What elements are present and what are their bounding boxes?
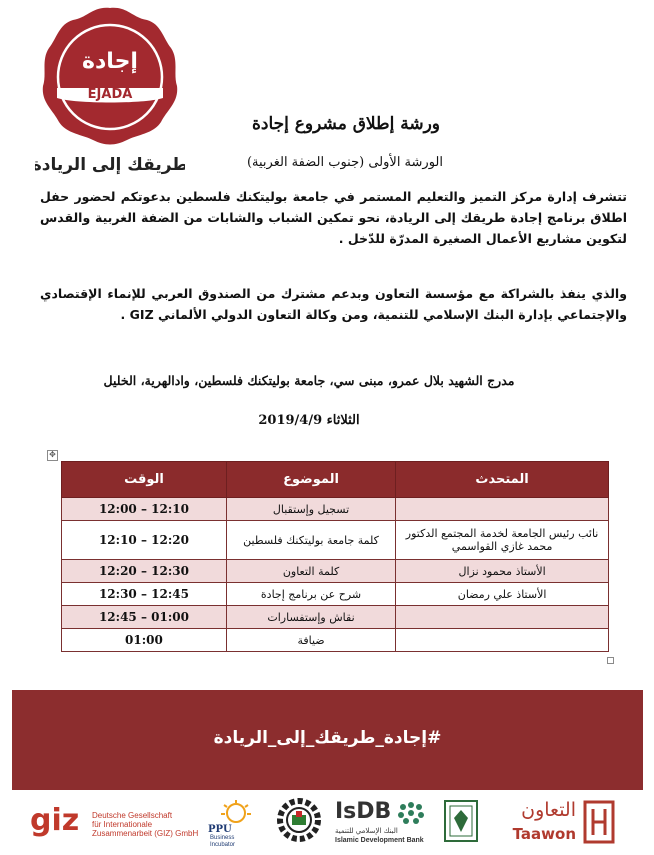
- cell-speaker: [396, 629, 609, 652]
- gear-logo-icon: [276, 797, 322, 843]
- logo-name-ar: إجادة: [82, 49, 138, 74]
- cell-speaker: الأستاذ علي رمضان: [396, 583, 609, 606]
- university-emblem-icon: [442, 798, 480, 844]
- cell-topic: نقاش وإستفسارات: [226, 606, 395, 629]
- giz-wordmark: giz: [30, 803, 80, 838]
- taawon-logo: [496, 799, 576, 847]
- schedule-table: [61, 461, 609, 652]
- event-date: الثلاثاء 2019/4/9: [258, 413, 360, 428]
- table-row: [62, 521, 609, 560]
- cell-time: 12:45 – 12:30: [62, 583, 227, 606]
- cell-topic: تسجيل وإستقبال: [226, 498, 395, 521]
- isdb-dots-icon: [393, 799, 429, 827]
- cell-time: 01:00: [62, 629, 227, 652]
- bulb-icon: [206, 799, 266, 827]
- cell-topic: شرح عن برنامج إجادة: [226, 583, 395, 606]
- ppu-incubator-logo: [206, 799, 266, 847]
- ppu-wordmark: PPU: [208, 824, 232, 835]
- cell-speaker: [396, 498, 609, 521]
- cell-time: 01:00 – 12:45: [62, 606, 227, 629]
- header-time: الوقت: [62, 462, 227, 498]
- table-row: [62, 629, 609, 652]
- giz-fullname: Deutsche Gesellschaft für Internationale Zusammenarbeit (GIZ) GmbH: [92, 811, 199, 838]
- logo-tagline: طريقك إلى الريادة: [35, 155, 185, 175]
- cell-speaker: نائب رئيس الجامعة لخدمة المجتمع الدكتور محمد غازي القواسمي: [396, 521, 609, 560]
- page-subtitle: الورشة الأولى (جنوب الضفة الغربية): [246, 155, 443, 170]
- isdb-wordmark: IsDB: [335, 799, 392, 824]
- logo-name-en: EJADA: [87, 87, 133, 102]
- giz-logo: [30, 803, 200, 843]
- taawon-name-en: Taawon: [512, 825, 576, 843]
- table-resize-handle[interactable]: [607, 657, 614, 664]
- hashtag-text: #إجادة_طريقك_إلى_الريادة: [213, 728, 442, 748]
- cell-topic: كلمة جامعة بوليتكنك فلسطين: [226, 521, 395, 560]
- invitation-paragraph: تتشرف إدارة مركز التميز والتعليم المستمر في جامعة بوليتكنك فلسطين بدعوتكم لحضور حفل اطلاق برنامج إجادة طريقك إلى الريادة، نحو تمكين الشباب والشابات من الضفة الغربية والقدس لتكوين مشاريع الأعمال الصغيرة المدرّة للدّخل .: [40, 189, 627, 246]
- isdb-name-en: Islamic Development Bank: [335, 837, 424, 844]
- partner-logos: [30, 795, 630, 850]
- cell-speaker: الأستاذ محمود نزال: [396, 560, 609, 583]
- cell-topic: كلمة التعاون: [226, 560, 395, 583]
- cell-speaker: [396, 606, 609, 629]
- taawon-name-ar: التعاون: [521, 799, 576, 821]
- venue-line: مدرج الشهيد بلال عمرو، مبنى سي، جامعة بوليتكنك فلسطين، وادالهرية، الخليل: [103, 373, 515, 388]
- ejada-logo: [35, 0, 185, 180]
- page-title: ورشة إطلاق مشروع إجادة: [251, 114, 440, 134]
- partnership-paragraph: والذي ينفذ بالشراكة مع مؤسسة التعاون وبدعم مشترك من الصندوق العربي للإنماء الإقتصادي والإجتماعي بإدارة البنك الإسلامي للتنمية، ومن وكالة التعاون الدولي الألماني GIZ .: [40, 286, 627, 322]
- isdb-logo: [335, 799, 435, 847]
- header-speaker: المتحدث: [396, 462, 609, 498]
- ppu-subtitle: Business Incubator: [210, 835, 236, 848]
- hashtag-banner: [12, 690, 643, 790]
- table-row: [62, 606, 609, 629]
- header-topic: الموضوع: [226, 462, 395, 498]
- isdb-name-ar: البنك الإسلامي للتنمية: [335, 827, 398, 835]
- table-move-handle-icon[interactable]: ✥: [47, 450, 58, 461]
- table-row: [62, 560, 609, 583]
- table-header-row: [62, 462, 609, 498]
- cell-time: 12:30 – 12:20: [62, 560, 227, 583]
- cell-time: 12:20 – 12:10: [62, 521, 227, 560]
- cell-topic: ضيافة: [226, 629, 395, 652]
- cell-time: 12:10 – 12:00: [62, 498, 227, 521]
- table-row: [62, 498, 609, 521]
- taawon-mark-icon: [582, 799, 616, 845]
- table-row: [62, 583, 609, 606]
